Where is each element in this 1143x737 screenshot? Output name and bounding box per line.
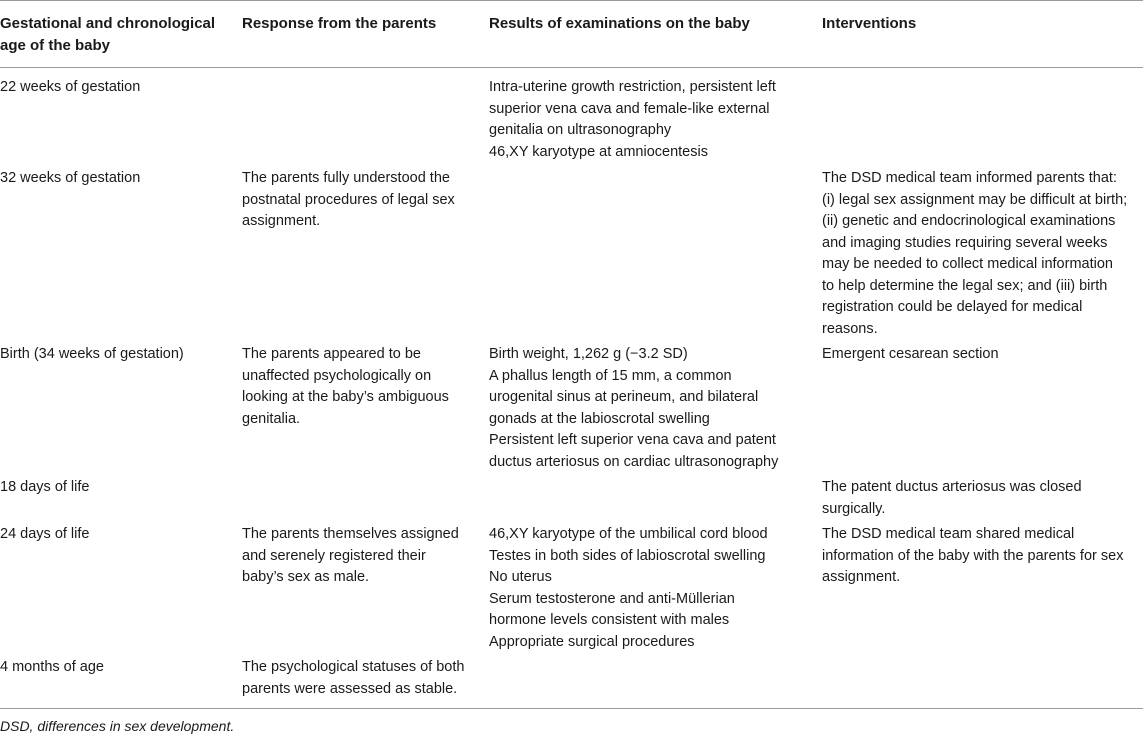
cell-results-line: superior vena cava and female-like external [489, 100, 770, 117]
cell-results [489, 344, 809, 473]
cell-interventions-line: may be needed to collect medical information [822, 256, 1113, 272]
cell-results-line: genitalia on ultrasonography [489, 122, 672, 138]
cell-results-line: 46,XY karyotype of the umbilical cord blood [489, 526, 768, 542]
cell-response-line: The parents appeared to be [242, 346, 421, 362]
cell-response [242, 657, 477, 700]
cell-interventions [822, 524, 1143, 589]
cell-response-line: parents were assessed as stable. [242, 680, 458, 697]
cell-response [242, 344, 477, 430]
cell-results-line: urogenital sinus at perineum, and bilateral [489, 389, 759, 405]
cell-interventions [822, 344, 1143, 366]
cell-response-line: genitalia. [242, 410, 301, 427]
table-bottom-rule [0, 708, 1143, 709]
cell-response [242, 524, 477, 589]
cell-results [489, 77, 809, 163]
cell-interventions [822, 477, 1143, 520]
cell-response-line: unaffected psychologically on [242, 367, 432, 384]
header-age-line-2: chronological age of the baby [0, 15, 216, 54]
cell-age [0, 168, 225, 190]
cell-age-line: 4 months of age [0, 659, 104, 675]
header-age [0, 13, 225, 57]
cell-age [0, 524, 225, 546]
cell-age [0, 657, 225, 679]
cell-results-line: Appropriate surgical procedures [489, 633, 695, 650]
cell-response [242, 168, 477, 233]
cell-interventions-line: and imaging studies requiring several weeks [822, 234, 1108, 251]
header-interventions [822, 13, 1143, 35]
cell-age-line: 22 weeks of gestation [0, 79, 141, 95]
cell-results-line: gonads at the labioscrotal swelling [489, 410, 710, 427]
cell-interventions-line: The patent ductus arteriosus was closed [822, 479, 1082, 495]
cell-interventions-line: (ii) genetic and endocrinological examinations [822, 213, 1116, 229]
cell-age-line: 18 days of life [0, 479, 90, 495]
header-results [489, 13, 809, 35]
cell-interventions-line: The DSD medical team informed parents that: [822, 170, 1117, 186]
cell-response-line: assignment. [242, 213, 321, 229]
cell-results-line: Serum testosterone and anti-Müllerian [489, 590, 735, 607]
cell-results-line: Intra-uterine growth restriction, persistent left [489, 79, 776, 95]
cell-age [0, 344, 225, 366]
cell-results [489, 524, 809, 653]
cell-response-line: The parents fully understood the [242, 170, 450, 186]
cell-results-line: No uterus [489, 569, 552, 585]
cell-results-line: hormone levels consistent with males [489, 612, 730, 628]
cell-interventions-line: assignment. [822, 569, 901, 585]
cell-interventions-line: (i) legal sex assignment may be difficult at birth; [822, 191, 1128, 208]
cell-interventions [822, 168, 1143, 340]
table-footnote: DSD, differences in sex development. [0, 718, 235, 734]
header-response-line: Response from the parents [242, 15, 437, 32]
cell-age [0, 477, 225, 499]
cell-results-line: Persistent left superior vena cava and patent [489, 432, 776, 448]
cell-interventions-line: to help determine the legal sex; and (iii) birth [822, 277, 1108, 294]
cell-interventions-line: registration could be delayed for medical [822, 299, 1083, 315]
cell-response-line: The psychological statuses of both [242, 659, 465, 675]
table-header-rule [0, 67, 1143, 68]
cell-results-line: 46,XY karyotype at amniocentesis [489, 143, 708, 160]
cell-results-line: Testes in both sides of labioscrotal swelling [489, 547, 766, 564]
cell-interventions-line: information of the baby with the parents for sex [822, 547, 1124, 564]
cell-interventions-line: reasons. [822, 320, 878, 337]
cell-interventions-line: Emergent cesarean section [822, 346, 999, 362]
cell-age-line: Birth (34 weeks of gestation) [0, 346, 184, 362]
cell-response-line: and serenely registered their [242, 547, 426, 564]
header-response [242, 13, 477, 35]
cell-age-line: 32 weeks of gestation [0, 170, 141, 186]
cell-interventions-line: The DSD medical team shared medical [822, 526, 1075, 542]
cell-response-line: The parents themselves assigned [242, 526, 459, 542]
cell-results-line: Birth weight, 1,262 g (−3.2 SD) [489, 346, 688, 362]
cell-response-line: baby’s sex as male. [242, 569, 370, 585]
cell-results-line: A phallus length of 15 mm, a common [489, 367, 732, 384]
cell-response-line: postnatal procedures of legal sex [242, 191, 455, 208]
cell-age [0, 77, 225, 99]
header-results-line: Results of examinations on the baby [489, 15, 750, 32]
header-age-line-1: Gestational and [0, 15, 113, 32]
cell-response-line: looking at the baby’s ambiguous [242, 389, 449, 405]
cell-age-line: 24 days of life [0, 526, 90, 542]
cell-interventions-line: surgically. [822, 500, 886, 517]
table-top-rule [0, 0, 1143, 1]
header-interventions-line: Interventions [822, 15, 917, 32]
cell-results-line: ductus arteriosus on cardiac ultrasonography [489, 453, 779, 470]
